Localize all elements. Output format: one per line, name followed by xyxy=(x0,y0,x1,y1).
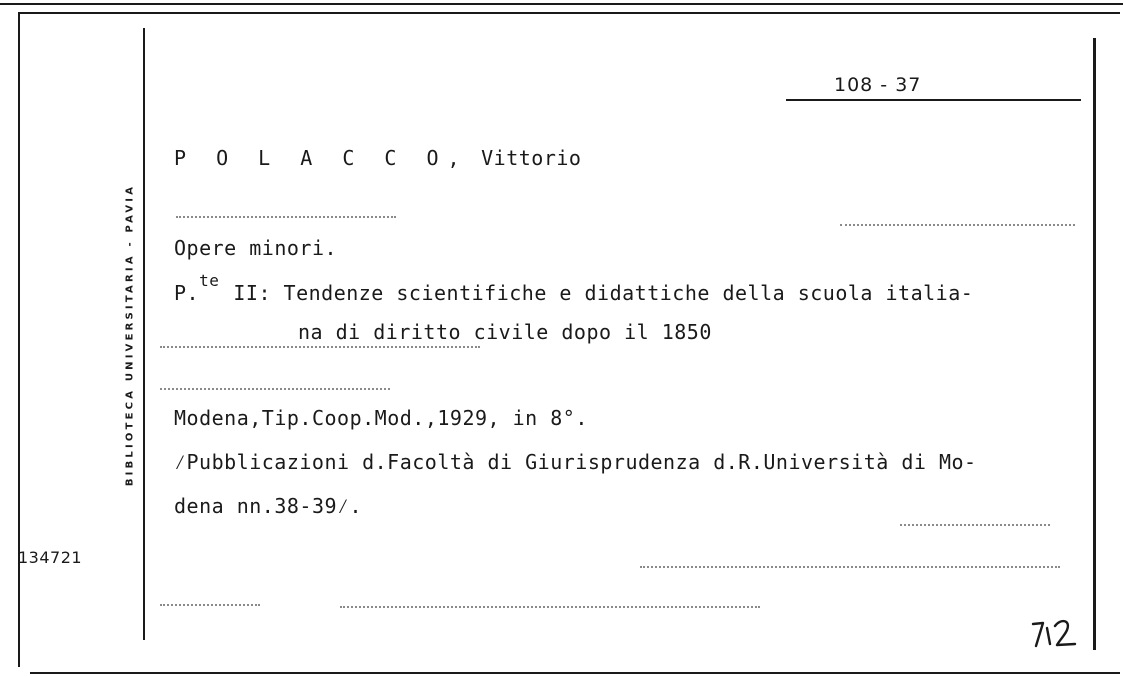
shelfmark-underline xyxy=(786,99,1081,101)
part-prefix: P. xyxy=(174,281,200,305)
ruling-dots xyxy=(640,566,1060,568)
author-given-name: Vittorio xyxy=(481,146,582,170)
author-surname: P O L A C C O, xyxy=(174,146,469,170)
top-border-line-inner xyxy=(20,12,1120,14)
bottom-border-line xyxy=(30,672,1120,674)
ruling-dots xyxy=(900,524,1050,526)
inventory-number: 134721 xyxy=(18,548,83,567)
part-title-line xyxy=(174,271,974,305)
handwritten-note-mark xyxy=(1030,614,1080,650)
series-note-continuation: dena nn.38-39⁄. xyxy=(174,494,363,518)
imprint-line: Modena,Tip.Coop.Mod.,1929, in 8°. xyxy=(174,406,588,430)
stamp-column-line xyxy=(143,28,145,640)
ruling-dots xyxy=(840,224,1075,226)
top-border-line xyxy=(0,3,1123,5)
series-note-line: ⁄Pubblicazioni d.Facoltà di Giurisprudenza d.R.Università di Mo- xyxy=(174,450,977,474)
ruling-dots xyxy=(160,604,260,606)
library-stamp: BIBLIOTECA UNIVERSITARIA - PAVIA xyxy=(124,183,136,487)
part-title-continuation: na di diritto civile dopo il 1850 xyxy=(298,320,712,344)
ruling-dots xyxy=(160,388,390,390)
ruling-dots xyxy=(340,606,760,608)
right-border-line xyxy=(1093,38,1096,650)
shelfmark: 108 - 37 xyxy=(834,74,922,96)
author-heading xyxy=(174,148,581,168)
title-line: Opere minori. xyxy=(174,236,338,260)
ruling-dots xyxy=(160,346,480,348)
part-superscript: te xyxy=(199,271,220,290)
left-margin-line xyxy=(18,12,20,667)
ruling-dots xyxy=(176,216,396,218)
part-title: II: Tendenze scientifiche e didattiche della scuola italia- xyxy=(233,281,974,305)
